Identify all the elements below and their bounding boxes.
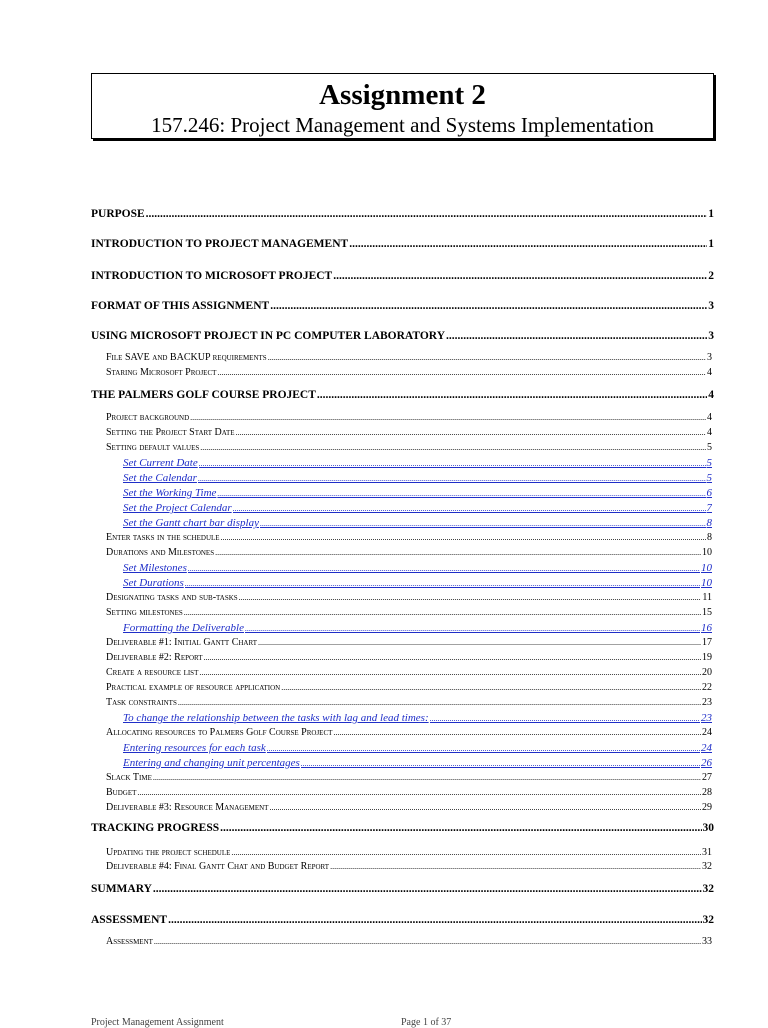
toc-page-number: 32 bbox=[702, 914, 714, 926]
toc-page-number: 6 bbox=[706, 487, 712, 499]
toc-heading bbox=[91, 330, 714, 342]
toc-subheading bbox=[106, 787, 712, 798]
document-subtitle: 157.246: Project Management and Systems Implementation bbox=[151, 113, 654, 137]
toc-leader-dots bbox=[185, 577, 700, 589]
toc-leader-dots bbox=[268, 352, 706, 363]
toc-leader-dots bbox=[154, 936, 701, 947]
toc-leader-dots bbox=[270, 300, 707, 312]
toc-page-number: 5 bbox=[706, 472, 712, 484]
toc-leader-dots bbox=[267, 742, 700, 754]
toc-leader-dots bbox=[333, 727, 701, 738]
toc-page-number: 17 bbox=[702, 637, 712, 648]
toc-label: FORMAT OF THIS ASSIGNMENT bbox=[91, 300, 270, 312]
toc-page-number: 19 bbox=[702, 652, 712, 663]
toc-leader-dots bbox=[199, 667, 701, 678]
toc-label: INTRODUCTION TO MICROSOFT PROJECT bbox=[91, 270, 333, 282]
toc-subheading bbox=[106, 547, 712, 558]
toc-label: Allocating resources to Palmers Golf Course Project bbox=[106, 727, 333, 738]
toc-heading bbox=[91, 270, 714, 282]
toc-leader-dots bbox=[204, 652, 701, 663]
toc-leader-dots bbox=[178, 697, 701, 708]
toc-subheading bbox=[106, 352, 712, 363]
toc-link[interactable] bbox=[123, 457, 712, 469]
toc-page-number: 32 bbox=[702, 861, 712, 872]
toc-page-number: 8 bbox=[707, 532, 712, 543]
toc-leader-dots bbox=[317, 389, 707, 401]
toc-heading bbox=[91, 822, 714, 834]
toc-label: To change the relationship between the tasks with lag and lead times: bbox=[123, 712, 429, 724]
toc-subheading bbox=[106, 412, 712, 423]
toc-page-number: 20 bbox=[702, 667, 712, 678]
toc-heading bbox=[91, 914, 714, 926]
toc-leader-dots bbox=[236, 427, 706, 438]
toc-label: INTRODUCTION TO PROJECT MANAGEMENT bbox=[91, 238, 349, 250]
toc-label: Formatting the Deliverable bbox=[123, 622, 244, 634]
toc-label: Set the Gantt chart bar display bbox=[123, 517, 259, 529]
toc-subheading bbox=[106, 802, 712, 813]
toc-page-number: 8 bbox=[706, 517, 712, 529]
toc-leader-dots bbox=[330, 861, 701, 872]
toc-subheading bbox=[106, 697, 712, 708]
toc-label: Durations and Milestones bbox=[106, 547, 215, 558]
toc-leader-dots bbox=[258, 637, 701, 648]
toc-leader-dots bbox=[184, 607, 701, 618]
toc-page-number: 33 bbox=[702, 936, 712, 947]
document-title: Assignment 2 bbox=[319, 79, 486, 111]
toc-link[interactable] bbox=[123, 757, 712, 769]
toc-label: SUMMARY bbox=[91, 883, 152, 895]
toc-page-number: 22 bbox=[702, 682, 712, 693]
toc-label: Create a resource list bbox=[106, 667, 199, 678]
toc-leader-dots bbox=[137, 787, 701, 798]
toc-page-number: 1 bbox=[708, 238, 714, 250]
toc-page-number: 1 bbox=[708, 208, 714, 220]
toc-subheading bbox=[106, 442, 712, 453]
toc-link[interactable] bbox=[123, 622, 712, 634]
toc-link[interactable] bbox=[123, 742, 712, 754]
toc-leader-dots bbox=[221, 532, 706, 543]
toc-leader-dots bbox=[153, 883, 702, 895]
toc-leader-dots bbox=[260, 517, 706, 529]
toc-link[interactable] bbox=[123, 562, 712, 574]
toc-subheading bbox=[106, 607, 712, 618]
toc-label: Designating tasks and sub-tasks bbox=[106, 592, 238, 603]
toc-label: Entering and changing unit percentages bbox=[123, 757, 300, 769]
toc-label: Practical example of resource application bbox=[106, 682, 281, 693]
toc-label: Deliverable #4: Final Gantt Chat and Budget Report bbox=[106, 861, 330, 872]
toc-page-number: 4 bbox=[708, 389, 714, 401]
toc-page-number: 5 bbox=[707, 442, 712, 453]
toc-leader-dots bbox=[146, 208, 708, 220]
toc-subheading bbox=[106, 772, 712, 783]
toc-label: Set the Project Calendar bbox=[123, 502, 232, 514]
toc-label: ASSESSMENT bbox=[91, 914, 168, 926]
toc-label: Assessment bbox=[106, 936, 153, 947]
footer-left: Project Management Assignment bbox=[91, 1017, 224, 1028]
toc-subheading bbox=[106, 847, 712, 858]
toc-label: Enter tasks in the schedule bbox=[106, 532, 220, 543]
toc-subheading bbox=[106, 682, 712, 693]
toc-page-number: 24 bbox=[702, 727, 712, 738]
toc-page-number: 29 bbox=[702, 802, 712, 813]
toc-label: PURPOSE bbox=[91, 208, 145, 220]
toc-link[interactable] bbox=[123, 577, 712, 589]
toc-leader-dots bbox=[217, 367, 706, 378]
toc-subheading bbox=[106, 652, 712, 663]
toc-label: Deliverable #3: Resource Management bbox=[106, 802, 269, 813]
toc-page-number: 3 bbox=[707, 352, 712, 363]
toc-label: TRACKING PROGRESS bbox=[91, 822, 220, 834]
toc-page-number: 3 bbox=[708, 330, 714, 342]
toc-page-number: 10 bbox=[702, 547, 712, 558]
toc-label: Slack Time bbox=[106, 772, 152, 783]
toc-label: THE PALMERS GOLF COURSE PROJECT bbox=[91, 389, 316, 401]
toc-label: Set Durations bbox=[123, 577, 184, 589]
toc-leader-dots bbox=[269, 802, 701, 813]
toc-link[interactable] bbox=[123, 517, 712, 529]
toc-leader-dots bbox=[198, 472, 706, 484]
toc-heading bbox=[91, 389, 714, 401]
toc-label: Set the Working Time bbox=[123, 487, 217, 499]
toc-page-number: 4 bbox=[707, 367, 712, 378]
toc-page-number: 26 bbox=[701, 757, 712, 769]
toc-page-number: 30 bbox=[702, 822, 714, 834]
toc-leader-dots bbox=[333, 270, 707, 282]
toc-label: USING MICROSOFT PROJECT IN PC COMPUTER LABORATORY bbox=[91, 330, 446, 342]
toc-page-number: 23 bbox=[702, 697, 712, 708]
toc-page-number: 27 bbox=[702, 772, 712, 783]
toc-page-number: 10 bbox=[701, 562, 712, 574]
toc-link[interactable] bbox=[123, 472, 712, 484]
toc-leader-dots bbox=[446, 330, 707, 342]
toc-label: Project background bbox=[106, 412, 190, 423]
toc-subheading bbox=[106, 427, 712, 438]
toc-leader-dots bbox=[231, 847, 701, 858]
toc-label: Setting milestones bbox=[106, 607, 183, 618]
toc-label: Budget bbox=[106, 787, 137, 798]
toc-leader-dots bbox=[281, 682, 701, 693]
toc-label: Updating the project schedule bbox=[106, 847, 231, 858]
toc-leader-dots bbox=[188, 562, 700, 574]
toc-leader-dots bbox=[301, 757, 700, 769]
toc-leader-dots bbox=[153, 772, 701, 783]
toc-label: Set Current Date bbox=[123, 457, 198, 469]
toc-subheading bbox=[106, 532, 712, 543]
toc-heading bbox=[91, 238, 714, 250]
toc-heading bbox=[91, 300, 714, 312]
toc-page-number: 24 bbox=[701, 742, 712, 754]
toc-page-number: 2 bbox=[708, 270, 714, 282]
toc-label: Staring Microsoft Project bbox=[106, 367, 217, 378]
toc-heading bbox=[91, 208, 714, 220]
toc-page-number: 4 bbox=[707, 427, 712, 438]
toc-page-number: 10 bbox=[701, 577, 712, 589]
toc-label: Set Milestones bbox=[123, 562, 187, 574]
toc-page-number: 16 bbox=[701, 622, 712, 634]
toc-page-number: 3 bbox=[708, 300, 714, 312]
toc-subheading bbox=[106, 861, 712, 872]
toc-page-number: 31 bbox=[702, 847, 712, 858]
toc-subheading bbox=[106, 727, 712, 738]
toc-page-number: 32 bbox=[702, 883, 714, 895]
toc-leader-dots bbox=[215, 547, 701, 558]
toc-page-number: 11 bbox=[702, 592, 712, 603]
toc-link[interactable] bbox=[123, 487, 712, 499]
toc-page-number: 28 bbox=[702, 787, 712, 798]
toc-leader-dots bbox=[430, 712, 700, 724]
toc-page-number: 5 bbox=[706, 457, 712, 469]
toc-page-number: 23 bbox=[701, 712, 712, 724]
toc-label: Entering resources for each task bbox=[123, 742, 266, 754]
toc-page-number: 4 bbox=[707, 412, 712, 423]
toc-leader-dots bbox=[239, 592, 702, 603]
toc-subheading bbox=[106, 667, 712, 678]
toc-leader-dots bbox=[168, 914, 701, 926]
toc-label: Setting the Project Start Date bbox=[106, 427, 235, 438]
toc-leader-dots bbox=[200, 442, 706, 453]
toc-leader-dots bbox=[190, 412, 706, 423]
toc-leader-dots bbox=[349, 238, 707, 250]
toc-subheading bbox=[106, 592, 712, 603]
toc-leader-dots bbox=[199, 457, 706, 469]
toc-subheading bbox=[106, 367, 712, 378]
toc-label: Deliverable #2: Report bbox=[106, 652, 203, 663]
toc-label: Setting default values bbox=[106, 442, 200, 453]
toc-link[interactable] bbox=[123, 712, 712, 724]
toc-label: File SAVE and BACKUP requirements bbox=[106, 352, 267, 363]
toc-page-number: 15 bbox=[702, 607, 712, 618]
toc-heading bbox=[91, 883, 714, 895]
toc-label: Deliverable #1: Initial Gantt Chart bbox=[106, 637, 258, 648]
toc-leader-dots bbox=[245, 622, 700, 634]
toc-subheading bbox=[106, 637, 712, 648]
toc-leader-dots bbox=[233, 502, 706, 514]
toc-page-number: 7 bbox=[706, 502, 712, 514]
toc-label: Task constraints bbox=[106, 697, 177, 708]
toc-link[interactable] bbox=[123, 502, 712, 514]
toc-label: Set the Calendar bbox=[123, 472, 197, 484]
toc-leader-dots bbox=[220, 822, 701, 834]
toc-subheading bbox=[106, 936, 712, 947]
footer-page-number: Page 1 of 37 bbox=[401, 1017, 452, 1028]
toc-leader-dots bbox=[217, 487, 705, 499]
